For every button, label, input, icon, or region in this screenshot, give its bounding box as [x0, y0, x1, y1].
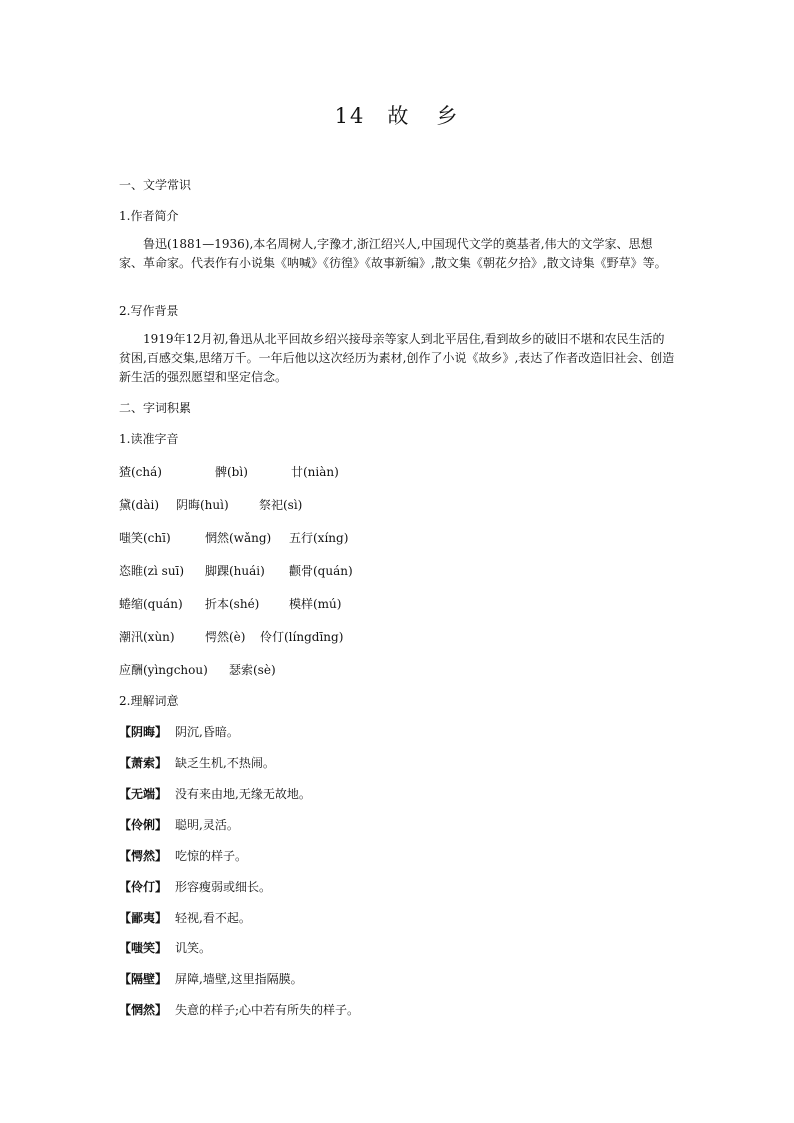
vocab-item — [119, 754, 275, 771]
pronunciation-item: 折本(shé) — [205, 597, 260, 611]
vocab-definition: 没有来由地,无缘无故地。 — [175, 787, 311, 801]
lesson-number: 14 — [334, 104, 366, 128]
vocab-item — [119, 723, 239, 740]
vocab-item — [119, 878, 271, 895]
title-char-1: 故 — [387, 104, 411, 128]
pronunciation-heading: 1.读准字音 — [119, 432, 179, 446]
pronunciation-item: 恣睢(zì suī) — [119, 564, 185, 578]
vocab-term: 【惘然】 — [119, 1003, 168, 1017]
page-title — [0, 100, 794, 130]
pronunciation-item: 阴晦(huì) — [176, 498, 229, 512]
pronunciation-item: 猹(chá) — [119, 465, 162, 479]
vocab-definition: 轻视,看不起。 — [175, 911, 251, 925]
vocab-item — [119, 847, 247, 864]
pronunciation-item: 脚踝(huái) — [205, 564, 265, 578]
vocab-definition: 屏障,墙壁,这里指隔膜。 — [175, 972, 303, 986]
vocab-term: 【阴晦】 — [119, 725, 168, 739]
vocab-item — [119, 816, 239, 833]
pronunciation-item: 潮汛(xùn) — [119, 630, 175, 644]
background-text: 1919年12月初,鲁迅从北平回故乡绍兴接母亲等家人到北平居住,看到故乡的破旧不堪和农民生活的贫困,百感交集,思绪万千。一年后他以这次经历为素材,创作了小说《故乡》,表达了作者改造旧社会、创造新生活的强烈愿望和坚定信念。 — [119, 332, 675, 384]
vocab-definition: 形容瘦弱或细长。 — [175, 880, 272, 894]
pronunciation-item: 瑟索(sè) — [229, 663, 276, 677]
vocab-term: 【伶仃】 — [119, 880, 168, 894]
vocab-item — [119, 1001, 359, 1018]
pronunciation-row — [119, 496, 679, 512]
vocab-term: 【无端】 — [119, 787, 168, 801]
vocab-term: 【隔壁】 — [119, 972, 168, 986]
background-heading: 2.写作背景 — [119, 304, 179, 318]
pronunciation-row — [119, 529, 679, 545]
vocab-definition: 讥笑。 — [175, 941, 212, 955]
pronunciation-row — [119, 595, 679, 611]
title-char-2: 乡 — [436, 104, 460, 128]
vocab-term: 【愕然】 — [119, 849, 168, 863]
pronunciation-item: 颧骨(quán) — [289, 564, 353, 578]
author-intro-heading: 1.作者简介 — [119, 209, 179, 223]
pronunciation-row — [119, 463, 679, 479]
pronunciation-item: 惘然(wǎng) — [205, 531, 272, 545]
pronunciation-item: 蜷缩(quán) — [119, 597, 183, 611]
word-meaning-heading: 2.理解词意 — [119, 694, 179, 708]
vocab-term: 【伶俐】 — [119, 818, 168, 832]
pronunciation-item: 髀(bì) — [215, 465, 248, 479]
pronunciation-row — [119, 661, 679, 677]
vocab-item — [119, 909, 251, 926]
pronunciation-row — [119, 628, 679, 644]
section-1-heading: 一、文学常识 — [119, 178, 192, 192]
pronunciation-item: 廿(niàn) — [291, 465, 339, 479]
author-intro-text: 鲁迅(1881—1936),本名周树人,字豫才,浙江绍兴人,中国现代文学的奠基者,伟大的文学家、思想家、革命家。代表作有小说集《呐喊》《彷徨》《故事新编》,散文集《朝花夕拾》,散文诗集《野草》等。 — [119, 237, 667, 270]
vocab-item — [119, 785, 311, 802]
vocab-term: 【嗤笑】 — [119, 941, 168, 955]
vocab-term: 【鄙夷】 — [119, 911, 168, 925]
pronunciation-item: 愕然(è) — [205, 630, 246, 644]
vocab-definition: 阴沉,昏暗。 — [175, 725, 239, 739]
pronunciation-item: 模样(mú) — [289, 597, 342, 611]
pronunciation-item: 祭祀(sì) — [259, 498, 303, 512]
section-2-heading: 二、字词积累 — [119, 401, 192, 415]
pronunciation-item: 伶仃(língdīng) — [260, 630, 344, 644]
pronunciation-item: 黛(dài) — [119, 498, 160, 512]
pronunciation-row — [119, 562, 679, 578]
vocab-definition: 聪明,灵活。 — [175, 818, 239, 832]
vocab-term: 【萧索】 — [119, 756, 168, 770]
vocab-item — [119, 939, 211, 956]
pronunciation-item: 嗤笑(chī) — [119, 531, 171, 545]
vocab-item — [119, 970, 303, 987]
vocab-definition: 吃惊的样子。 — [175, 849, 248, 863]
pronunciation-item: 五行(xíng) — [289, 531, 349, 545]
vocab-definition: 失意的样子;心中若有所失的样子。 — [175, 1003, 360, 1017]
vocab-definition: 缺乏生机,不热闹。 — [175, 756, 275, 770]
pronunciation-item: 应酬(yìngchou) — [119, 663, 208, 677]
